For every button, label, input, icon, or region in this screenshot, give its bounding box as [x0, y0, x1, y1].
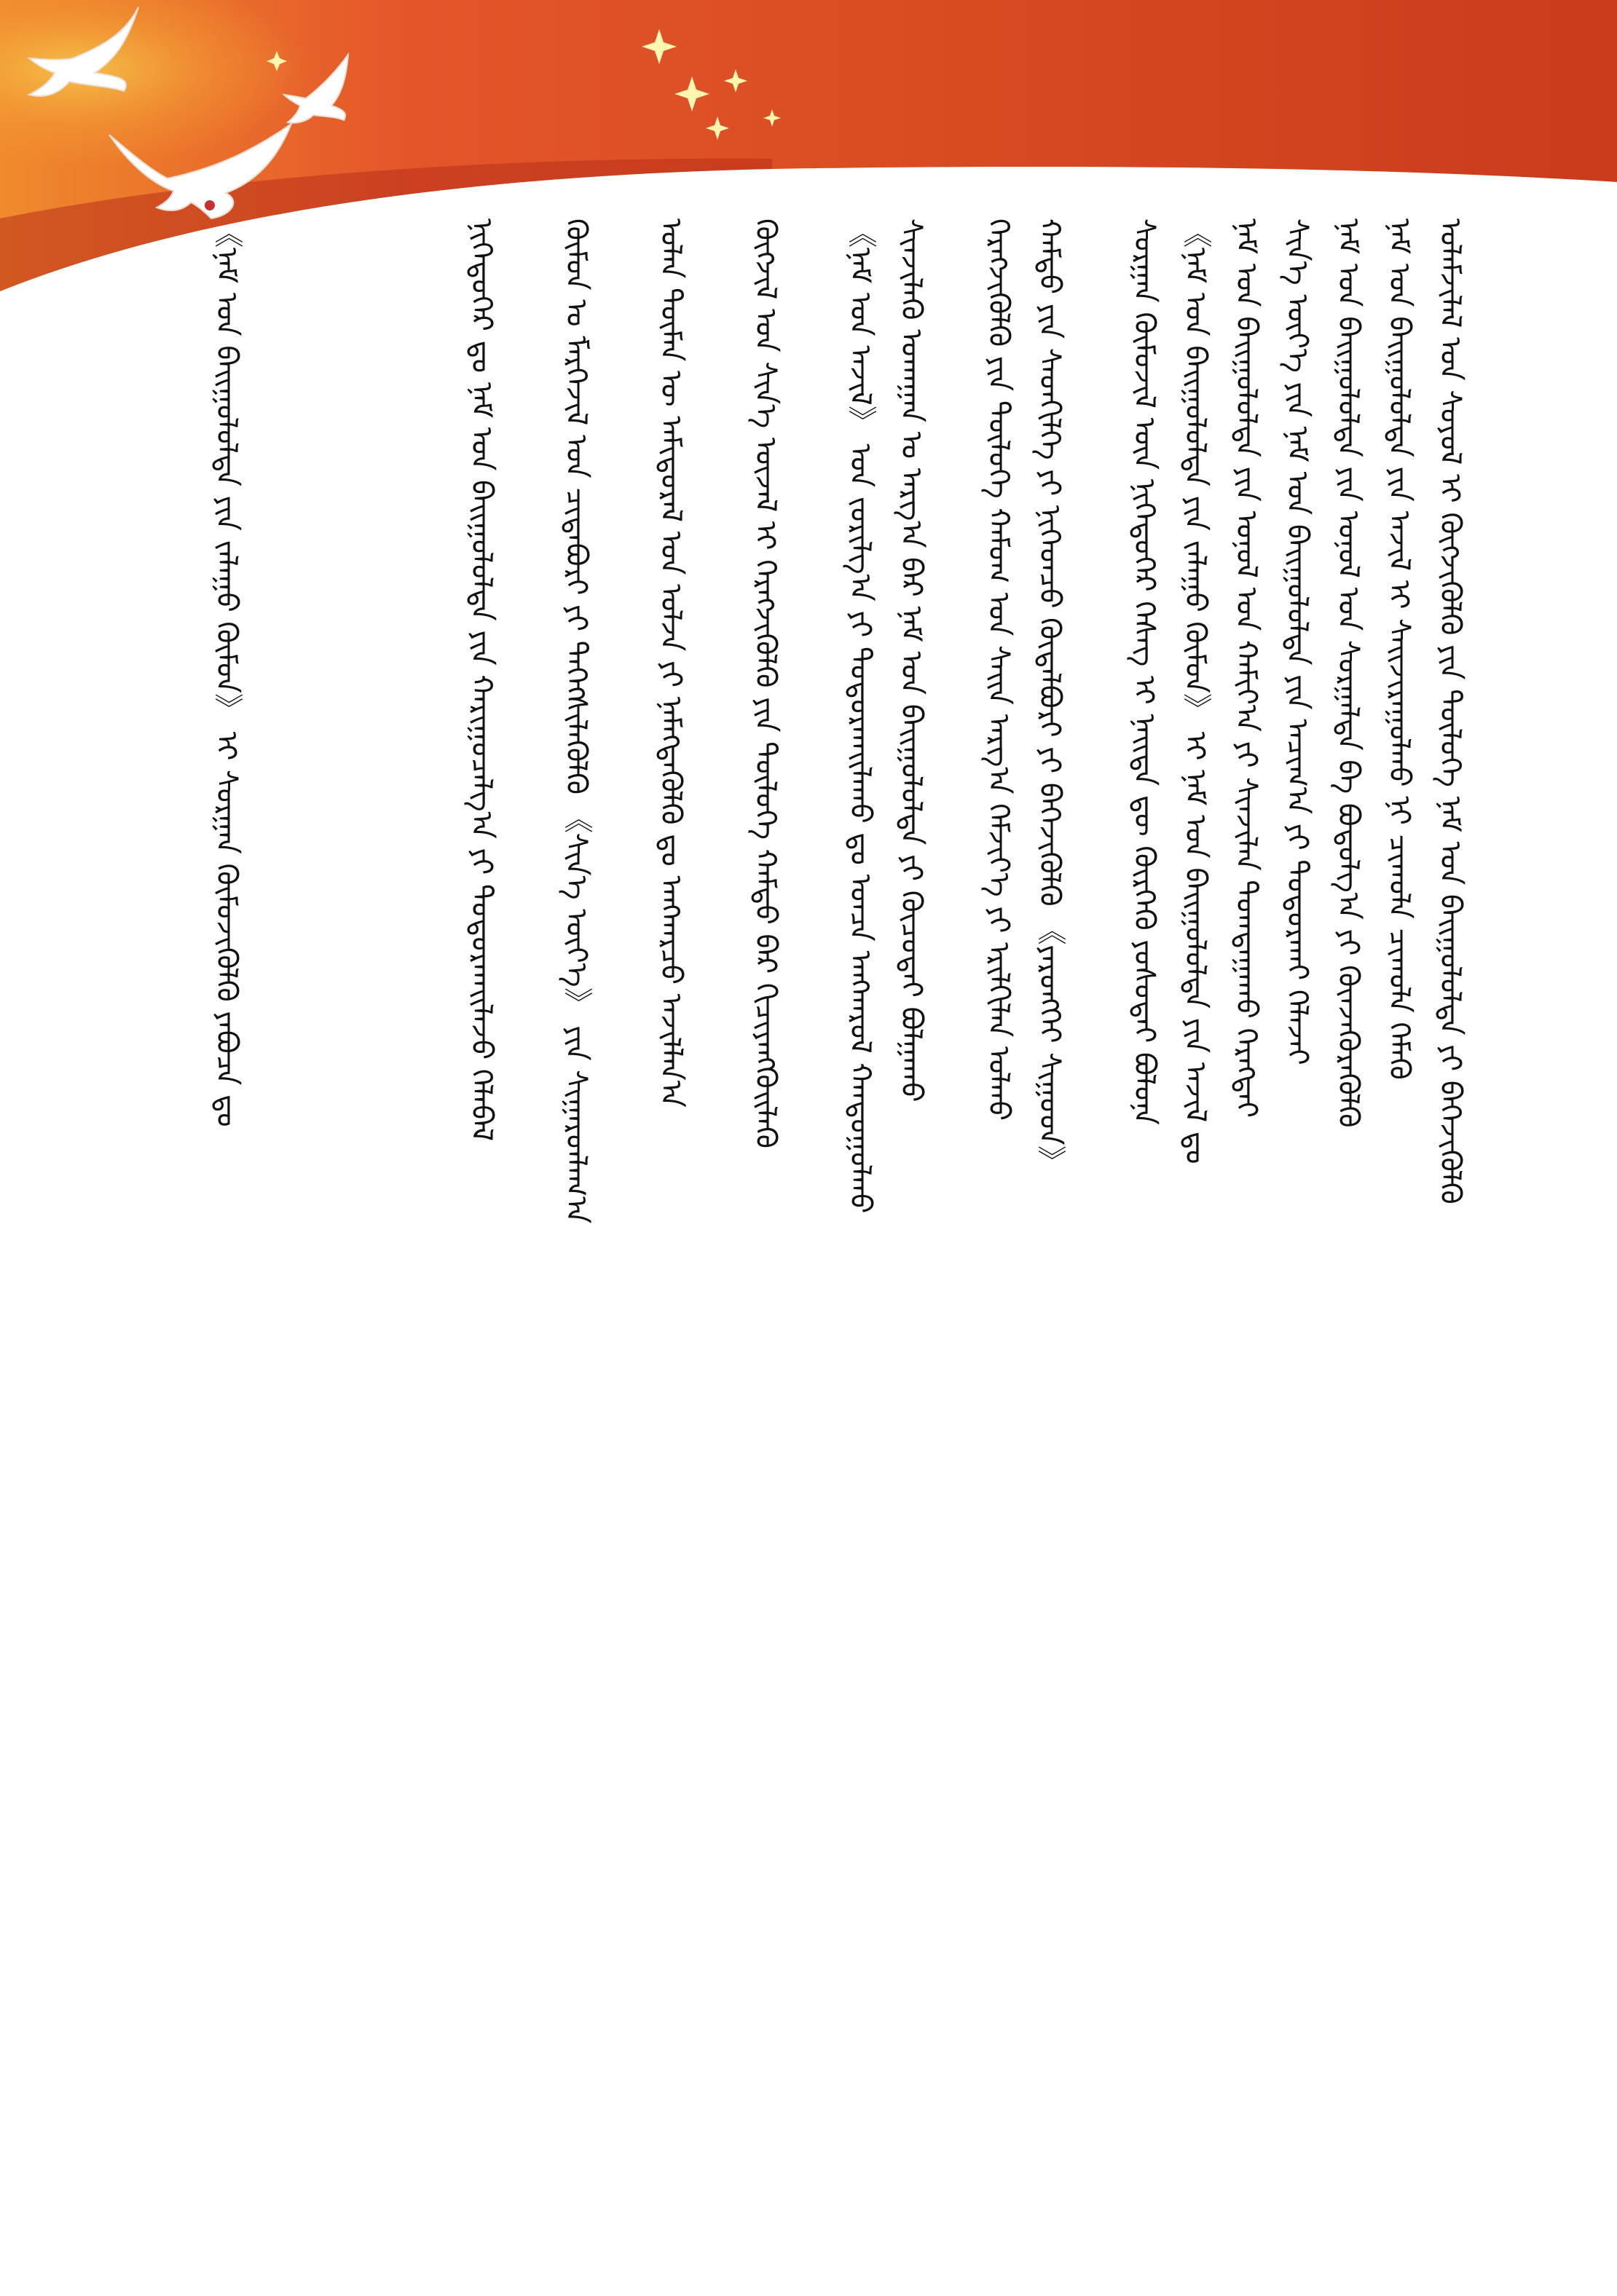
- text-column: ᠬᠠᠮᠲᠤ ᠶᠢᠨ ᠰᠡᠳᠬᠢᠯᠭᠡ ᠶᠢ ᠨᠢᠭᠡᠳᠴᠦ ᠬᠥᠲᠡᠯᠪᠦᠷᠢ ᠶᠢ ᠪᠡᠬᠡᠵᠢᠭᠦᠯᠬᠦ 《ᠶᠡᠷᠦᠩᠬᠡᠢ ᠰᠢᠭᠤᠳ》: [1033, 218, 1066, 1175]
- text-column: ᠤᠯᠠᠮᠵᠢᠯᠠᠯ ᠤᠨ ᠰᠣᠶᠣᠯ ᠢ ᠬᠥᠭᠵᠢᠭᠦᠯᠬᠦ ᠶᠢᠨ ᠲᠥᠯᠥᠭᠡ ᠨᠠᠮ ᠤᠨ ᠪᠠᠢᠭᠤᠯᠤᠯᠲᠠ ᠶᠢ ᠪᠡᠬᠡᠵᠢᠭᠦᠯᠬᠦ: [1433, 218, 1467, 1204]
- mongolian-body-text: [204, 218, 1467, 2039]
- text-column: ᠬᠡᠷᠡᠭᠵᠢᠭᠦᠯᠬᠦ ᠶᠢᠨ ᠲᠥᠯᠥᠭᠡ ᠬᠠᠮᠤᠭ ᠤᠨ ᠰᠠᠢᠨ ᠠᠷᠭ᠎ᠠ ᠬᠡᠮᠵᠢᠶ᠎ᠡ ᠶᠢ ᠡᠷᠢᠯᠬᠢᠯᠡᠨ ᠣᠯᠬᠤ: [982, 218, 1015, 1121]
- text-column: ᠬᠦᠮᠦᠨ ᠤ ᠮᠡᠷᠭᠡᠵᠢᠯ ᠤᠨ ᠴᠢᠳᠠᠪᠤᠷᠢ ᠶᠢ ᠳᠡᠭᠡᠭᠰᠢᠯᠡᠭᠦᠯᠬᠦ 《ᠰᠢᠨ᠎ᠡ ᠦᠶ᠎ᠡ》 ᠶᠢᠨ ᠰᠢᠭᠠᠷᠳᠯᠠᠭ᠎ᠠ: [559, 218, 593, 1224]
- text-column: ᠨᠠᠮ ᠤᠨ ᠪᠠᠢᠭᠤᠯᠤᠯᠲᠠ ᠶᠢᠨ ᠤᠨᠤᠯ ᠤᠨ ᠬᠠᠮᠢᠶ᠎ᠠ ᠶᠢ ᠰᠢᠨᠵᠢᠯᠡᠨ ᠲᠣᠭᠲᠠᠭᠠᠬᠤ ᠬᠡᠷᠡᠭᠲᠡᠢ: [1230, 218, 1263, 1119]
- text-column: ᠨᠠᠮ ᠤᠨ ᠪᠠᠢᠭᠤᠯᠤᠯᠲᠠ ᠶᠢᠨ ᠤᠨᠤᠯ ᠤᠨ ᠰᠤᠷᠭᠠᠯᠲᠠ ᠪᠠ ᠪᠣᠳᠣᠯᠭ᠎ᠠ ᠶᠢ ᠭᠦᠨᠵᠡᠭᠦᠷᠡᠭᠦᠯᠬᠦ: [1331, 218, 1365, 1128]
- text-column: 《ᠨᠠᠮ ᠤᠨ ᠠᠵᠢᠯ》 ᠤᠨ ᠵᠣᠷᠢᠯᠭ᠎ᠠ ᠶᠢ ᠲᠣᠳᠣᠷᠬᠠᠢᠯᠠᠬᠤ ᠳᠤ ᠣᠨᠴᠠ ᠠᠩᠬᠠᠷᠤᠯ ᠬᠠᠨᠳᠤᠭᠤᠯᠬᠤ: [843, 218, 877, 1214]
- text-column: ᠰᠢᠨᠵᠢᠯᠡᠬᠦ ᠤᠬᠠᠭᠠᠨ ᠤ ᠠᠷᠭ᠎ᠠ ᠪᠠᠷ ᠨᠠᠮ ᠤᠨ ᠪᠠᠢᠭᠤᠯᠤᠯᠲᠠ ᠶᠢ ᠬᠦᠴᠦᠲᠡᠢ ᠪᠣᠯᠭᠠᠬᠤ: [894, 218, 928, 1102]
- text-column: ᠨᠢᠭᠡᠳᠦᠭᠡᠷ ᠳᠤ ᠨᠠᠮ ᠤᠨ ᠪᠠᠢᠭᠤᠯᠤᠯᠲᠠ ᠶᠢᠨ ᠬᠠᠷᠢᠭᠤᠴᠠᠯᠭ᠎ᠠ ᠶᠢ ᠲᠣᠳᠣᠷᠬᠠᠢᠯᠠᠵᠤ ᠬᠡᠯᠡᠪᠡᠯ: [465, 218, 498, 1142]
- text-column: ᠣᠯᠠᠨ ᠲᠦᠮᠡᠨ ᠦ ᠠᠮᠢᠳᠤᠷᠠᠯ ᠤᠨ ᠣᠯᠵᠠ ᠶᠢ ᠨᠡᠮᠡᠭᠳᠡᠭᠦᠯᠬᠦ ᠳᠤ ᠠᠩᠬᠠᠷᠴᠤ ᠠᠵᠢᠯᠯᠠᠨ᠎ᠠ: [654, 218, 688, 1108]
- text-column: 《ᠨᠠᠮ ᠤᠨ ᠪᠠᠢᠭᠤᠯᠤᠯᠲᠠ ᠶᠢᠨ ᠵᠠᠯᠠᠭᠤ ᠬᠦᠮᠦᠨ》 ᠢ ᠰᠤᠷᠭᠠᠨ ᠬᠦᠮᠦᠵᠢᠭᠦᠯᠬᠦ ᠶᠠᠪᠤᠴᠠ ᠳᠤ: [210, 218, 243, 1127]
- text-column: ᠰᠢᠨ᠎ᠡ ᠦᠶ᠎ᠡ ᠶᠢᠨ ᠨᠠᠮ ᠤᠨ ᠪᠠᠢᠭᠤᠯᠤᠯᠲᠠ ᠶᠢᠨ ᠠᠴᠢᠭ᠎ᠠ ᠶᠢ ᠲᠣᠳᠣᠷᠬᠠᠢ ᠬᠡᠯᠡᠵᠡᠢ: [1280, 218, 1314, 1065]
- text-column: 《ᠨᠠᠮ ᠤᠨ ᠪᠠᠢᠭᠤᠯᠤᠯᠲᠠ ᠶᠢᠨ ᠵᠠᠯᠠᠭᠤ ᠬᠦᠮᠦᠨ》 ᠢ ᠨᠠᠮ ᠤᠨ ᠪᠠᠢᠭᠤᠯᠤᠯᠲᠠ ᠶᠢᠨ ᠠᠵᠢᠯ ᠳᠤ: [1179, 218, 1212, 1164]
- text-column: ᠨᠠᠮ ᠤᠨ ᠪᠠᠢᠭᠤᠯᠤᠯᠲᠠ ᠶᠢᠨ ᠠᠵᠢᠯ ᠢ ᠰᠠᠢᠵᠢᠷᠠᠭᠤᠯᠬᠤ ᠨᠢ ᠴᠢᠬᠤᠯᠠ ᠴᠢᠬᠤᠯᠠ ᠬᠡᠮᠡᠬᠦ: [1382, 218, 1416, 1080]
- text-column: ᠰᠤᠷᠭᠠᠨ ᠬᠦᠮᠦᠵᠢᠯ ᠦᠨ ᠨᠢᠭᠡᠳᠦᠭᠡᠷ ᠬᠡᠰᠡᠭ ᠢ ᠨᠡᠢᠲᠡ ᠳᠦ ᠬᠦᠷᠭᠡᠬᠦ ᠶᠣᠰᠣᠲᠠᠢ ᠪᠣᠯᠤᠨᠠ: [1128, 218, 1161, 1125]
- text-column: ᠬᠥᠭᠵᠢᠯ ᠤᠨ ᠰᠢᠨ᠎ᠡ ᠦᠵᠡᠯ ᠢ ᠬᠡᠷᠡᠭᠵᠢᠭᠦᠯᠬᠦ ᠶᠢᠨ ᠲᠥᠯᠥᠭᠡ ᠬᠠᠮᠲᠤ ᠪᠠᠷ ᠬᠢᠴᠢᠶᠡᠩᠭᠦᠢᠯᠡᠬᠦ: [749, 218, 782, 1149]
